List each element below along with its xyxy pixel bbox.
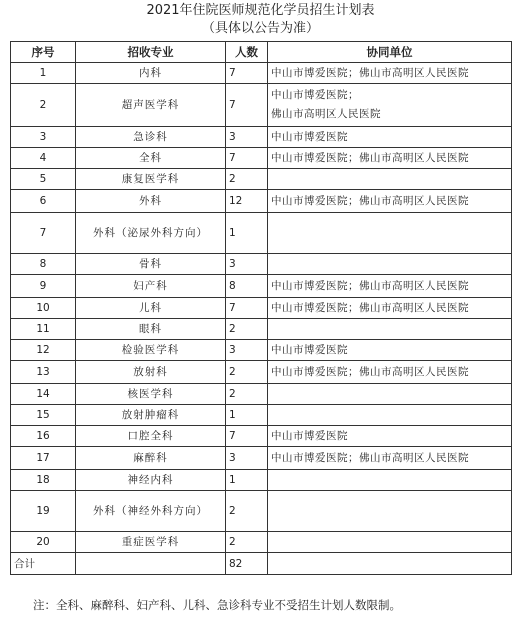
row-partner-units [268, 340, 512, 361]
row-count: 7 [226, 426, 268, 447]
table-title: 2021年住院医师规范化学员招生计划表 [146, 3, 375, 18]
row-count: 1 [226, 470, 268, 491]
row-partner-units [268, 361, 512, 384]
table-row [11, 426, 512, 447]
row-serial: 12 [11, 340, 76, 361]
header-partner-units: 协同单位 [268, 42, 512, 63]
table-row [11, 169, 512, 190]
partner-unit-line: 中山市博爱医院 [271, 429, 348, 442]
table-row [11, 190, 512, 213]
partner-unit-line: 中山市博爱医院；佛山市高明区人民医院 [271, 66, 469, 79]
table-row [11, 447, 512, 470]
row-specialty: 神经内科 [76, 470, 226, 491]
row-count: 3 [226, 127, 268, 148]
partner-unit-line: 中山市博爱医院；佛山市高明区人民医院 [271, 151, 469, 164]
row-count: 7 [226, 298, 268, 319]
footnote: 注：全科、麻醉科、妇产科、儿科、急诊科专业不受招生计划人数限制。 [33, 598, 401, 612]
table-row [11, 405, 512, 426]
row-partner-units [268, 275, 512, 298]
row-serial: 15 [11, 405, 76, 426]
row-serial: 9 [11, 275, 76, 298]
row-count: 2 [226, 361, 268, 384]
total-label: 合计 [11, 553, 76, 575]
row-partner-units [268, 298, 512, 319]
row-partner-units [268, 384, 512, 405]
row-serial: 5 [11, 169, 76, 190]
partner-unit-line: 中山市博爱医院 [271, 343, 348, 356]
row-partner-units [268, 190, 512, 213]
row-count: 3 [226, 340, 268, 361]
row-count: 1 [226, 405, 268, 426]
row-specialty: 儿科 [76, 298, 226, 319]
row-count: 8 [226, 275, 268, 298]
table-row [11, 275, 512, 298]
row-specialty: 放射科 [76, 361, 226, 384]
row-specialty: 放射肿瘤科 [76, 405, 226, 426]
row-specialty: 康复医学科 [76, 169, 226, 190]
row-specialty: 妇产科 [76, 275, 226, 298]
table-row [11, 532, 512, 553]
row-serial: 11 [11, 319, 76, 340]
row-serial: 20 [11, 532, 76, 553]
row-partner-units [268, 254, 512, 275]
partner-unit-line: 中山市博爱医院；佛山市高明区人民医院 [271, 451, 469, 464]
table-row [11, 491, 512, 532]
total-row [11, 553, 512, 575]
row-count: 2 [226, 384, 268, 405]
row-serial: 3 [11, 127, 76, 148]
partner-unit-line: 中山市博爱医院；佛山市高明区人民医院 [271, 194, 469, 207]
row-specialty: 重症医学科 [76, 532, 226, 553]
row-specialty: 外科（神经外科方向） [76, 491, 226, 532]
table-subtitle: （具体以公告为准） [201, 21, 319, 36]
table-body [11, 63, 512, 575]
row-serial: 4 [11, 148, 76, 169]
row-serial: 13 [11, 361, 76, 384]
header-count: 人数 [226, 42, 268, 63]
row-partner-units [268, 213, 512, 254]
table-row [11, 213, 512, 254]
total-count: 82 [226, 553, 268, 575]
row-partner-units [268, 148, 512, 169]
table-row [11, 63, 512, 84]
row-count: 7 [226, 148, 268, 169]
row-partner-units [268, 426, 512, 447]
row-serial: 10 [11, 298, 76, 319]
row-specialty: 核医学科 [76, 384, 226, 405]
table-row [11, 340, 512, 361]
row-partner-units [268, 127, 512, 148]
row-serial: 16 [11, 426, 76, 447]
header-row [11, 42, 512, 63]
table-row [11, 298, 512, 319]
row-serial: 17 [11, 447, 76, 470]
row-serial: 1 [11, 63, 76, 84]
row-count: 12 [226, 190, 268, 213]
table-row [11, 319, 512, 340]
partner-unit-line: 中山市博爱医院； [271, 89, 359, 101]
row-count: 2 [226, 532, 268, 553]
row-specialty: 超声医学科 [76, 84, 226, 127]
row-partner-units [268, 491, 512, 532]
row-specialty: 内科 [76, 63, 226, 84]
row-specialty: 外科（泌尿外科方向） [76, 213, 226, 254]
row-specialty: 检验医学科 [76, 340, 226, 361]
row-specialty: 口腔全科 [76, 426, 226, 447]
partner-unit-line: 中山市博爱医院；佛山市高明区人民医院 [271, 365, 469, 378]
header-specialty: 招收专业 [76, 42, 226, 63]
row-specialty: 外科 [76, 190, 226, 213]
row-partner-units [268, 63, 512, 84]
row-partner-units [268, 470, 512, 491]
total-specialty [76, 553, 226, 575]
row-partner-units [268, 84, 512, 127]
total-units [268, 553, 512, 575]
row-count: 7 [226, 63, 268, 84]
row-count: 3 [226, 254, 268, 275]
row-specialty: 全科 [76, 148, 226, 169]
table-row [11, 254, 512, 275]
row-serial: 19 [11, 491, 76, 532]
row-specialty: 眼科 [76, 319, 226, 340]
row-count: 1 [226, 213, 268, 254]
table-row [11, 361, 512, 384]
partner-unit-line: 佛山市高明区人民医院 [271, 108, 381, 120]
table-row [11, 127, 512, 148]
row-partner-units [268, 447, 512, 470]
partner-unit-line: 中山市博爱医院；佛山市高明区人民医院 [271, 301, 469, 314]
row-count: 2 [226, 319, 268, 340]
row-serial: 18 [11, 470, 76, 491]
row-serial: 7 [11, 213, 76, 254]
row-serial: 6 [11, 190, 76, 213]
row-count: 7 [226, 84, 268, 127]
header-serial: 序号 [11, 42, 76, 63]
row-partner-units [268, 169, 512, 190]
table-row [11, 384, 512, 405]
partner-unit-line: 中山市博爱医院 [271, 130, 348, 143]
row-partner-units [268, 532, 512, 553]
enrollment-plan-table [10, 41, 512, 575]
row-count: 3 [226, 447, 268, 470]
row-specialty: 骨科 [76, 254, 226, 275]
table-row [11, 470, 512, 491]
row-serial: 2 [11, 84, 76, 127]
partner-unit-line: 中山市博爱医院；佛山市高明区人民医院 [271, 279, 469, 292]
row-serial: 8 [11, 254, 76, 275]
row-count: 2 [226, 491, 268, 532]
row-partner-units [268, 405, 512, 426]
row-partner-units [268, 319, 512, 340]
row-specialty: 急诊科 [76, 127, 226, 148]
table-row [11, 84, 512, 127]
row-count: 2 [226, 169, 268, 190]
row-specialty: 麻醉科 [76, 447, 226, 470]
row-serial: 14 [11, 384, 76, 405]
table-row [11, 148, 512, 169]
